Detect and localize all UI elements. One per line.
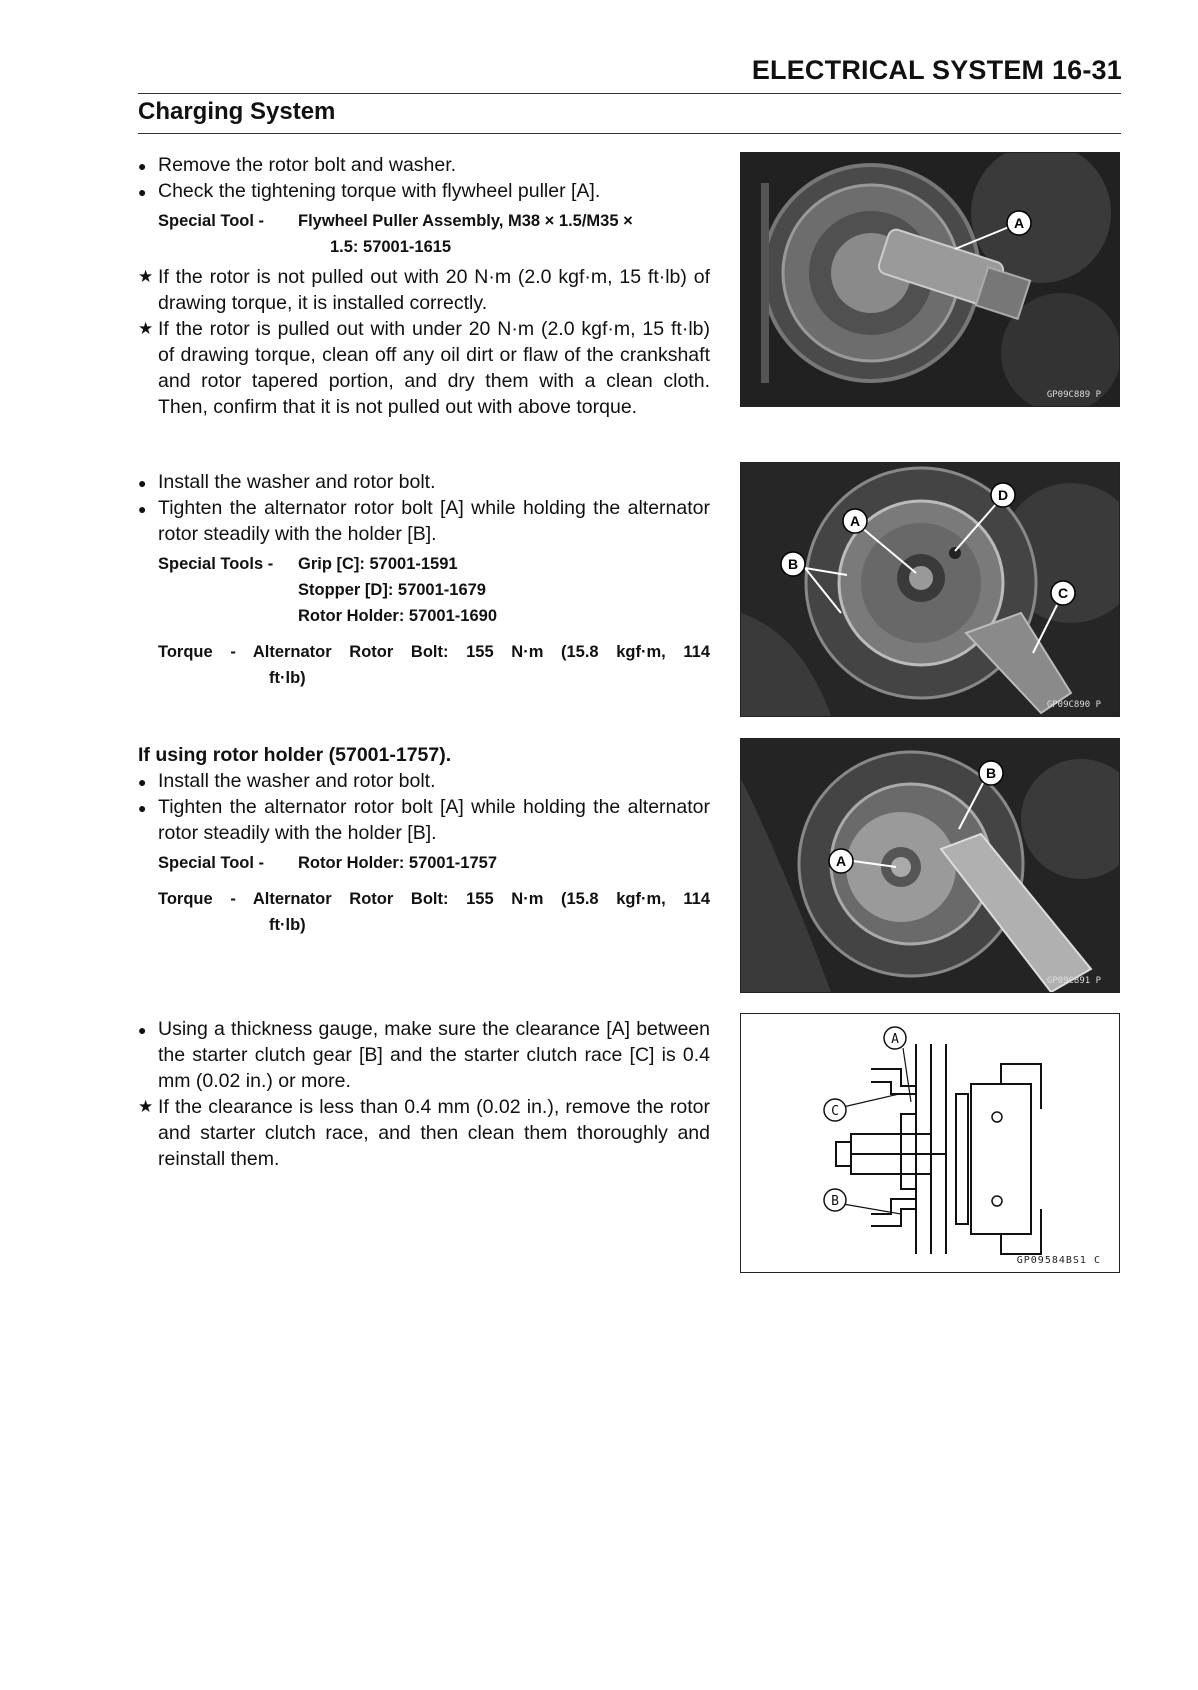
- svg-text:A: A: [891, 1032, 899, 1047]
- torque-spec: Torque - Alternator Rotor Bolt: 155 N·m (15.8 kgf·m, 114 ft·lb): [158, 890, 710, 934]
- procedure-block-1: [138, 152, 710, 420]
- rotor-holder-1757-illustration: [741, 739, 1119, 992]
- special-tools: Special Tools - Grip [C]: 57001-1591 Stopper [D]: 57001-1679 Rotor Holder: 57001-1690: [158, 555, 497, 625]
- svg-text:D: D: [997, 487, 1009, 503]
- step-bullet: ● Using a thickness gauge, make sure the clearance [A] between the starter clutch gear [B] and the starter clutch race [C] is 0.4 mm (0.02 in.) or more.: [138, 1018, 710, 1092]
- step-note: ★ If the rotor is pulled out with under 20 N·m (2.0 kgf·m, 15 ft·lb) of drawing torque, clean off any oil dirt or flaw of the crankshaft and rotor tapered portion, and dry them with a clean cloth. Then, confirm that it is not pulled out with above torque.: [138, 318, 710, 418]
- section-title: Charging System: [138, 98, 336, 125]
- svg-text:B: B: [985, 765, 997, 781]
- svg-text:C: C: [831, 1104, 839, 1119]
- svg-text:A: A: [1013, 215, 1025, 231]
- figure-code: GP09C891 P: [1046, 976, 1101, 986]
- step-bullet: ● Check the tightening torque with flywheel puller [A].: [138, 178, 710, 204]
- figure-starter-clutch-clearance: [740, 1013, 1120, 1273]
- step-bullet: ● Install the washer and rotor bolt.: [138, 469, 710, 495]
- bullet-icon: ●: [138, 501, 147, 517]
- svg-text:C: C: [1057, 585, 1069, 601]
- special-tool: Special Tool - Rotor Holder: 57001-1757: [158, 854, 497, 872]
- bullet-icon: ●: [138, 475, 147, 491]
- step-bullet: ● Tighten the alternator rotor bolt [A] while holding the alternator rotor steadily with the holder [B].: [138, 796, 710, 844]
- step-bullet: ● Install the washer and rotor bolt.: [138, 768, 710, 794]
- figure-rotor-holder-grip: [740, 462, 1120, 717]
- header-rule: [138, 93, 1121, 94]
- procedure-block-2: [138, 469, 710, 691]
- svg-text:B: B: [787, 556, 799, 572]
- rotor-holder-grip-illustration: [741, 463, 1119, 716]
- svg-text:B: B: [831, 1194, 839, 1209]
- star-icon: ★: [138, 319, 154, 338]
- figure-flywheel-puller: [740, 152, 1120, 407]
- starter-clutch-diagram: [741, 1014, 1119, 1272]
- bullet-icon: ●: [138, 800, 147, 816]
- procedure-block-3: [138, 742, 710, 938]
- bullet-icon: ●: [138, 774, 147, 790]
- bullet-icon: ●: [138, 158, 147, 174]
- svg-text:A: A: [849, 513, 861, 529]
- flywheel-puller-illustration: [741, 153, 1119, 406]
- procedure-block-4: [138, 1016, 710, 1172]
- svg-text:A: A: [835, 853, 847, 869]
- step-note: ★ If the rotor is not pulled out with 20 N·m (2.0 kgf·m, 15 ft·lb) of drawing torque, it is installed correctly.: [138, 266, 710, 314]
- star-icon: ★: [138, 267, 154, 286]
- special-tool: Special Tool - Flywheel Puller Assembly, M38 × 1.5/M35 × 1.5: 57001-1615: [158, 212, 633, 256]
- figure-code: GP09C889 P: [1046, 390, 1101, 400]
- step-note: ★ If the clearance is less than 0.4 mm (0.02 in.), remove the rotor and starter clutch race, and then clean them thoroughly and reinstall them.: [138, 1096, 710, 1170]
- figure-rotor-holder-1757: [740, 738, 1120, 993]
- subheading: If using rotor holder (57001-1757).: [138, 744, 452, 766]
- figure-code: GP09584BS1 C: [1016, 1255, 1101, 1266]
- page-header-title: ELECTRICAL SYSTEM 16-31: [751, 55, 1122, 85]
- star-icon: ★: [138, 1097, 154, 1116]
- section-rule: [138, 133, 1121, 134]
- step-bullet: ● Tighten the alternator rotor bolt [A] while holding the alternator rotor steadily with the holder [B].: [138, 497, 710, 545]
- step-bullet: ● Remove the rotor bolt and washer.: [138, 152, 710, 178]
- torque-spec: Torque - Alternator Rotor Bolt: 155 N·m (15.8 kgf·m, 114 ft·lb): [158, 643, 710, 687]
- bullet-icon: ●: [138, 1022, 147, 1038]
- figure-code: GP09C890 P: [1046, 700, 1101, 710]
- bullet-icon: ●: [138, 184, 147, 200]
